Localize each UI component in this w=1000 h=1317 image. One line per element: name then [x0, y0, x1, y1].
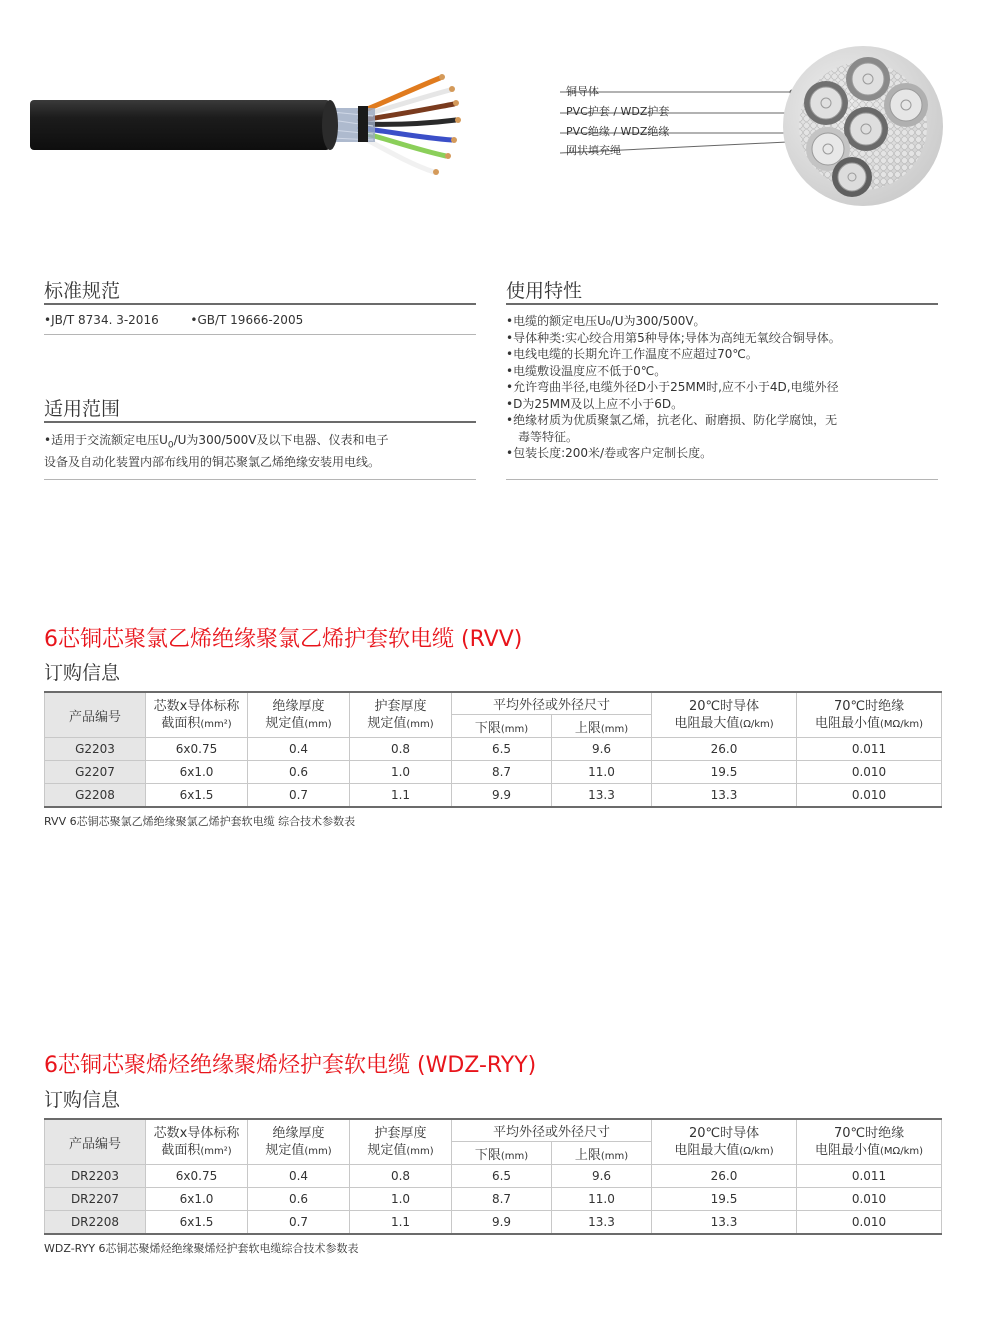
- header-text: 规定值: [265, 1142, 305, 1158]
- cell: 8.7: [452, 1188, 552, 1211]
- cell: 26.0: [652, 738, 797, 761]
- cell-product-code: DR2207: [45, 1188, 146, 1211]
- header-text: 绝缘厚度: [272, 698, 325, 714]
- features-title: 使用特性: [506, 280, 583, 302]
- header-text: 下限: [474, 720, 501, 736]
- feature-line: •D为25MM及以上应不小于6D。: [506, 396, 684, 411]
- order-info-heading: 订购信息: [44, 1089, 121, 1111]
- header-text: 电阻最大值: [674, 715, 740, 731]
- header-text: 20℃时导体: [688, 1125, 760, 1141]
- standards-bottom-rule: [44, 334, 476, 335]
- feature-line: •包装长度:200米/卷或客户定制长度。: [506, 446, 713, 460]
- cell: 0.011: [797, 738, 942, 761]
- scope-subscript: 0: [167, 440, 174, 451]
- cable-illustration: [30, 70, 470, 180]
- header-unit: (MΩ/km): [880, 718, 924, 730]
- header-text: 规定值: [367, 1142, 407, 1158]
- header-unit: (Ω/km): [739, 718, 774, 730]
- scope-bottom-rule: [44, 479, 476, 480]
- features-list: [506, 313, 841, 462]
- standards-rule: [44, 303, 476, 305]
- feature-line: •电线电缆的长期允许工作温度不应超过70℃。: [506, 347, 758, 361]
- table-row: [45, 1165, 942, 1188]
- header-unit: (mm²): [200, 1145, 232, 1157]
- cell: 13.3: [652, 784, 797, 808]
- feature-line: •绝缘材质为优质聚氯乙烯，抗老化、耐磨损、防化学腐蚀，无: [506, 413, 838, 427]
- scope-text: [44, 432, 389, 470]
- scope-line2: 设备及自动化装置内部布线用的铜芯聚氯乙烯绝缘安装用电线。: [44, 454, 381, 469]
- table-row: [45, 761, 942, 784]
- label-copper-conductor: 铜导体: [566, 85, 599, 98]
- header-unit: (mm): [304, 718, 332, 730]
- cell: 0.4: [248, 738, 350, 761]
- cell: 13.3: [552, 1211, 652, 1235]
- cell: 8.7: [452, 761, 552, 784]
- features-rule: [506, 303, 938, 305]
- header-conductor-resistance: [652, 692, 797, 738]
- header-text: 护套厚度: [374, 698, 427, 714]
- cell: 9.9: [452, 784, 552, 808]
- cell: 1.0: [350, 1188, 452, 1211]
- features-bottom-rule: [506, 479, 938, 480]
- cell-product-code: DR2203: [45, 1165, 146, 1188]
- cell: 1.1: [350, 784, 452, 808]
- cell: 6x0.75: [146, 1165, 248, 1188]
- standard-item: •JB/T 8734. 3-2016: [44, 313, 159, 327]
- header-sheath-thickness: [350, 692, 452, 738]
- header-upper-limit: [552, 1142, 652, 1165]
- header-text: 芯数x导体标称: [153, 1125, 240, 1141]
- header-text: 截面积: [161, 1142, 201, 1158]
- header-unit: (mm): [406, 718, 434, 730]
- header-unit: (mm²): [200, 718, 232, 730]
- table-caption-rvv: RVV 6芯铜芯聚氯乙烯绝缘聚氯乙烯护套软电缆 综合技术参数表: [44, 815, 356, 828]
- header-text: 20℃时导体: [688, 698, 760, 714]
- header-text: 70℃时绝缘: [833, 698, 905, 714]
- header-conductor-resistance: [652, 1119, 797, 1165]
- cell: 6x1.0: [146, 1188, 248, 1211]
- header-text: 护套厚度: [374, 1125, 427, 1141]
- cell: 0.011: [797, 1165, 942, 1188]
- cell-product-code: DR2208: [45, 1211, 146, 1235]
- header-unit: (mm): [600, 723, 629, 735]
- cell: 0.010: [797, 1211, 942, 1235]
- scope-line1-a: •适用于交流额定电压U: [44, 433, 168, 447]
- header-insulation-thickness: [248, 1119, 350, 1165]
- cell: 0.4: [248, 1165, 350, 1188]
- cell: 11.0: [552, 1188, 652, 1211]
- cell: 13.3: [652, 1211, 797, 1235]
- label-sheath: PVC护套 / WDZ护套: [566, 105, 670, 118]
- cell: 0.8: [350, 1165, 452, 1188]
- scope-title: 适用范围: [44, 398, 121, 420]
- header-lower-limit: [452, 1142, 552, 1165]
- header-text: 上限: [574, 1147, 601, 1163]
- header-unit: (Ω/km): [739, 1145, 774, 1157]
- spec-table-wdz-ryy: [44, 1118, 942, 1235]
- cell: 19.5: [652, 1188, 797, 1211]
- header-outer-diameter: 平均外径或外径尺寸: [452, 692, 652, 715]
- spec-table-rvv: [44, 691, 942, 808]
- header-text: 绝缘厚度: [272, 1125, 325, 1141]
- cell: 9.6: [552, 738, 652, 761]
- cell: 0.6: [248, 761, 350, 784]
- standards-title: 标准规范: [44, 280, 121, 302]
- header-product-code: 产品编号: [45, 692, 146, 738]
- cable-cross-section: [782, 45, 944, 207]
- header-text: 电阻最小值: [815, 1142, 881, 1158]
- cell-product-code: G2203: [45, 738, 146, 761]
- cell: 0.010: [797, 784, 942, 808]
- table-caption-wdz-ryy: WDZ-RYY 6芯铜芯聚烯烃绝缘聚烯烃护套软电缆综合技术参数表: [44, 1242, 359, 1255]
- header-unit: (mm): [500, 723, 529, 735]
- header-cores-area: [146, 1119, 248, 1165]
- header-outer-diameter: 平均外径或外径尺寸: [452, 1119, 652, 1142]
- label-insulation: PVC绝缘 / WDZ绝缘: [566, 125, 670, 138]
- table-row: [45, 1188, 942, 1211]
- cell: 6x1.5: [146, 1211, 248, 1235]
- header-text: 70℃时绝缘: [833, 1125, 905, 1141]
- header-product-code: 产品编号: [45, 1119, 146, 1165]
- cell: 6.5: [452, 738, 552, 761]
- cell: 1.0: [350, 761, 452, 784]
- cell: 19.5: [652, 761, 797, 784]
- cell: 6x1.5: [146, 784, 248, 808]
- cell: 13.3: [552, 784, 652, 808]
- cell: 0.7: [248, 1211, 350, 1235]
- header-unit: (MΩ/km): [880, 1145, 924, 1157]
- table-row: [45, 738, 942, 761]
- cell: 26.0: [652, 1165, 797, 1188]
- standard-item: •GB/T 19666-2005: [190, 313, 304, 327]
- header-text: 电阻最大值: [674, 1142, 740, 1158]
- header-cores-area: [146, 692, 248, 738]
- scope-rule: [44, 421, 476, 423]
- cell: 6.5: [452, 1165, 552, 1188]
- header-lower-limit: [452, 715, 552, 738]
- cell: 11.0: [552, 761, 652, 784]
- feature-line: •电缆的额定电压U₀/U为300/500V。: [506, 314, 706, 328]
- table-row: [45, 1211, 942, 1235]
- label-filler: 网状填充绳: [566, 144, 621, 157]
- header-unit: (mm): [304, 1145, 332, 1157]
- feature-line: •导体种类:实心绞合用第5种导体;导体为高纯无氧绞合铜导体。: [506, 330, 841, 345]
- table-row: [45, 784, 942, 808]
- header-text: 电阻最小值: [815, 715, 881, 731]
- header-insulation-thickness: [248, 692, 350, 738]
- header-upper-limit: [552, 715, 652, 738]
- header-text: 截面积: [161, 715, 201, 731]
- product-title-rvv: 6芯铜芯聚氯乙烯绝缘聚氯乙烯护套软电缆 (RVV): [44, 627, 523, 652]
- cell: 6x0.75: [146, 738, 248, 761]
- order-info-heading: 订购信息: [44, 662, 121, 684]
- header-insulation-resistance: [797, 692, 942, 738]
- header-unit: (mm): [600, 1150, 629, 1162]
- cell: 0.6: [248, 1188, 350, 1211]
- cell: 6x1.0: [146, 761, 248, 784]
- header-text: 规定值: [265, 715, 305, 731]
- header-text: 下限: [474, 1147, 501, 1163]
- cell: 9.6: [552, 1165, 652, 1188]
- cell: 1.1: [350, 1211, 452, 1235]
- header-text: 规定值: [367, 715, 407, 731]
- feature-line: •允许弯曲半径,电缆外径D小于25MM时,应不小于4D,电缆外径: [506, 380, 839, 394]
- standards-list: [44, 312, 303, 329]
- header-unit: (mm): [406, 1145, 434, 1157]
- scope-line1-b: /U为300/500V及以下电器、仪表和电子: [173, 433, 389, 447]
- header-text: 上限: [574, 720, 601, 736]
- cell: 0.010: [797, 1188, 942, 1211]
- header-text: 芯数x导体标称: [153, 698, 240, 714]
- cell: 0.8: [350, 738, 452, 761]
- header-unit: (mm): [500, 1150, 529, 1162]
- cell-product-code: G2208: [45, 784, 146, 808]
- cell-product-code: G2207: [45, 761, 146, 784]
- feature-line: •电缆敷设温度应不低于0℃。: [506, 363, 667, 378]
- cell: 0.7: [248, 784, 350, 808]
- header-sheath-thickness: [350, 1119, 452, 1165]
- header-insulation-resistance: [797, 1119, 942, 1165]
- cell: 9.9: [452, 1211, 552, 1235]
- feature-line: 毒等特征。: [518, 429, 579, 444]
- product-title-wdz-ryy: 6芯铜芯聚烯烃绝缘聚烯烃护套软电缆 (WDZ-RYY): [44, 1053, 537, 1078]
- cell: 0.010: [797, 761, 942, 784]
